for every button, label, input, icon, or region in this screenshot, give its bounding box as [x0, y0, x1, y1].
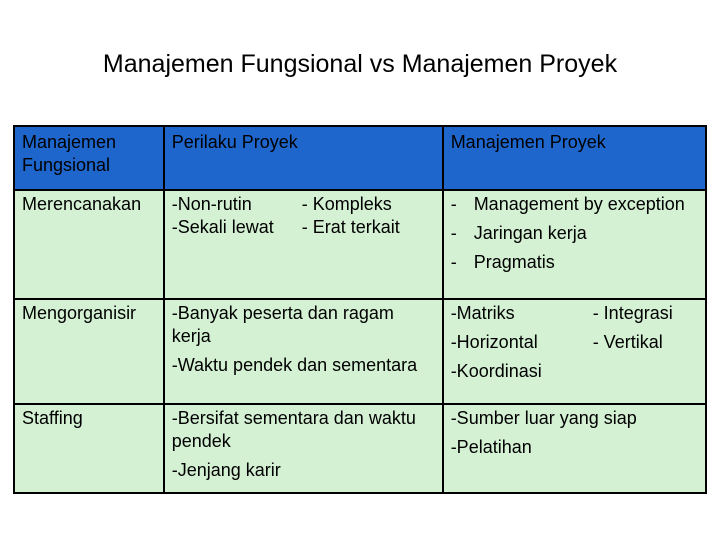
- pm-item: -Pelatihan: [450, 437, 532, 457]
- header-project-behavior: Perilaku Proyek: [164, 126, 443, 190]
- behavior-cell: [164, 299, 443, 404]
- row-label: Merencanakan: [14, 190, 164, 299]
- behavior-cell: [164, 404, 443, 493]
- table-row: [14, 404, 706, 493]
- pm-item: - Integrasi: [592, 303, 673, 323]
- pm-item: - Jaringan kerja: [450, 223, 587, 243]
- slide-title: Manajemen Fungsional vs Manajemen Proyek: [102, 50, 618, 78]
- behavior-item: -Jenjang karir: [171, 460, 281, 480]
- comparison-table: [13, 125, 707, 494]
- behavior-item: -Sekali lewat: [171, 217, 274, 237]
- pm-item: -Koordinasi: [450, 361, 542, 381]
- row-label: Mengorganisir: [14, 299, 164, 404]
- pm-item: - Vertikal: [592, 332, 663, 352]
- behavior-item: -Waktu pendek dan sementara: [171, 355, 418, 375]
- table-header-row: [14, 126, 706, 190]
- behavior-item: - Kompleks: [301, 194, 392, 214]
- behavior-item: -Non-rutin: [171, 194, 252, 214]
- behavior-cell: [164, 190, 443, 299]
- header-functional: Manajemen Fungsional: [14, 126, 164, 190]
- pm-item: -Sumber luar yang siap: [450, 408, 637, 428]
- pm-item: - Pragmatis: [450, 252, 555, 272]
- pm-item: - Management by exception: [450, 194, 685, 214]
- header-project-management: Manajemen Proyek: [443, 126, 706, 190]
- behavior-item: -Bersifat sementara dan waktu pendek: [171, 408, 416, 451]
- pm-cell: [443, 190, 706, 299]
- behavior-item: -Banyak peserta dan ragam kerja: [171, 303, 394, 346]
- pm-item: -Horizontal: [450, 332, 538, 352]
- table-row: [14, 299, 706, 404]
- pm-cell: [443, 299, 706, 404]
- pm-cell: [443, 404, 706, 493]
- pm-list: [451, 193, 698, 274]
- pm-item: -Matriks: [450, 303, 515, 323]
- behavior-item: - Erat terkait: [301, 217, 400, 237]
- table-row: [14, 190, 706, 299]
- row-label: Staffing: [14, 404, 164, 493]
